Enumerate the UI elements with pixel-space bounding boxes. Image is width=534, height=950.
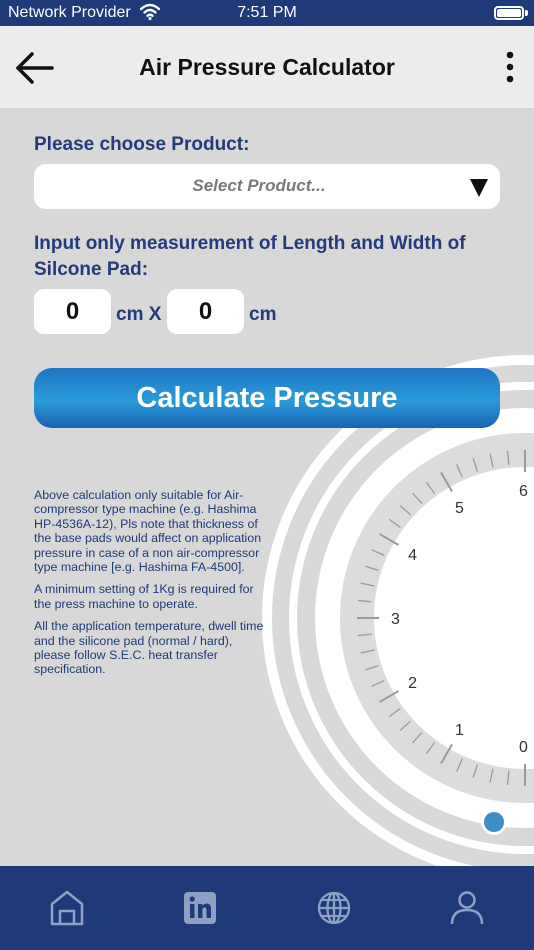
gauge-label: 1 [455, 721, 464, 739]
note-compressor: Above calculation only suitable for Air-compressor type machine (e.g. Hashima HP-4536A-12), Pls note that thickness of the base pads would affect on application pressure in case of a non air-compressor type machine [e.g. Hashima FA-4500]. [34, 488, 262, 575]
width-unit-label: cm [249, 304, 277, 325]
length-unit-label: cm X [116, 304, 162, 325]
battery-tip [525, 10, 528, 16]
gauge-label: 4 [408, 547, 418, 564]
gauge-label: 6 [519, 483, 528, 500]
calculator-content [0, 108, 534, 866]
page-title: Air Pressure Calculator [139, 54, 395, 80]
nav-bar [0, 26, 534, 108]
product-label: Please choose Product: [34, 134, 250, 155]
pressure-gauge-graphic [0, 108, 534, 866]
measurement-label-line2: Silcone Pad: [34, 259, 149, 280]
status-bar [0, 0, 534, 26]
status-time: 7:51 PM [237, 4, 297, 21]
note-minimum-setting: A minimum setting of 1Kg is required for the press machine to operate. [34, 582, 254, 611]
bottom-tab-bar [0, 866, 534, 950]
linkedin-icon[interactable] [180, 888, 220, 928]
globe-icon[interactable] [314, 888, 354, 928]
gauge-label: 3 [391, 611, 400, 628]
gauge-label: 0 [519, 739, 528, 756]
gauge-knob-icon [484, 812, 504, 832]
carrier-name: Network Provider [8, 4, 131, 21]
gauge-label: 2 [408, 675, 418, 692]
home-icon[interactable] [47, 888, 87, 928]
note-specification: All the application temperature, dwell time and the silicone pad (normal / hard), please follow S.E.C. heat transfer specification. [34, 619, 264, 677]
user-icon[interactable] [447, 888, 487, 928]
calculate-pressure-button[interactable]: Calculate Pressure [34, 368, 500, 428]
product-select-placeholder: Select Product... [192, 176, 326, 195]
measurement-label-line1: Input only measurement of Length and Width of [34, 233, 466, 254]
battery-icon [494, 6, 524, 20]
gauge-label: 5 [455, 500, 464, 518]
more-options-icon[interactable] [498, 48, 522, 88]
notes [34, 488, 266, 685]
